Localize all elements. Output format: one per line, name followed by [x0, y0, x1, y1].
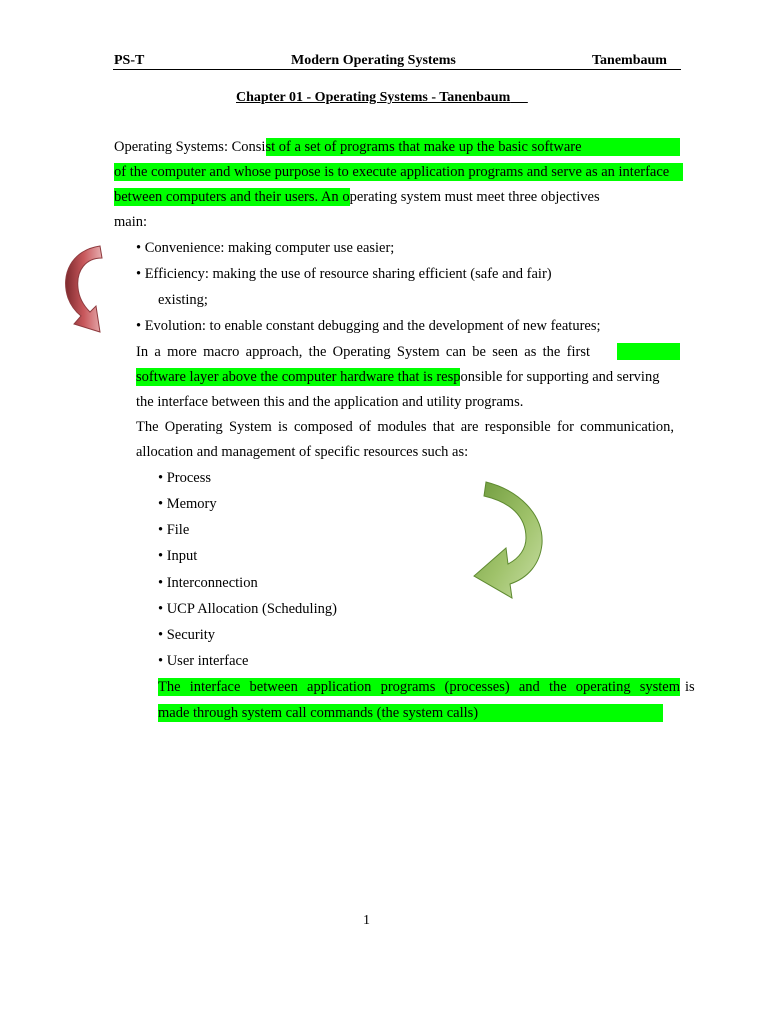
chapter-title: Chapter 01 - Operating Systems - Tanenbaum	[236, 90, 511, 105]
interface-line-2: made through system call commands (the system calls)	[158, 705, 479, 721]
list-item: • Security	[158, 627, 216, 643]
header-right: Tanembaum	[592, 53, 667, 68]
list-item: • UCP Allocation (Scheduling)	[158, 601, 337, 617]
header-rule	[113, 69, 681, 70]
objective-convenience: • Convenience: making computer use easier;	[136, 240, 395, 256]
list-item: • Process	[158, 470, 212, 486]
intro-line-3: between computers and their users. An operating system must meet three objectives	[114, 189, 600, 205]
list-item: • Input	[158, 548, 198, 564]
list-item: • User interface	[158, 653, 249, 669]
intro-line-1: Operating Systems: Consist of a set of programs that make up the basic software	[114, 139, 582, 155]
intro-line-2: of the computer and whose purpose is to execute application programs and serve as an interface	[114, 164, 670, 180]
macro-line-3: the interface between this and the application and utility programs.	[136, 394, 524, 410]
macro-line-2: software layer above the computer hardware that is responsible for supporting and serving	[136, 369, 660, 385]
curved-red-arrow-icon	[56, 240, 108, 340]
modules-line-1: The Operating System is composed of modules that are responsible for communication,	[136, 419, 674, 435]
objective-evolution: • Evolution: to enable constant debugging and the development of new features;	[136, 318, 601, 334]
interface-line-1-end: is	[685, 679, 695, 695]
objective-efficiency: • Efficiency: making the use of resource sharing efficient (safe and fair)	[136, 266, 552, 282]
header-center: Modern Operating Systems	[291, 53, 456, 68]
macro-line-1: In a more macro approach, the Operating System can be seen as the first	[136, 344, 590, 360]
list-item: • Interconnection	[158, 575, 258, 591]
objective-efficiency-cont: existing;	[158, 292, 208, 308]
modules-line-2: allocation and management of specific resources such as:	[136, 444, 469, 460]
interface-line-1: The interface between application programs (processes) and the operating system	[158, 679, 680, 695]
list-item: • Memory	[158, 496, 217, 512]
intro-line-4: main:	[114, 214, 148, 230]
curved-green-arrow-icon	[466, 476, 548, 600]
list-item: • File	[158, 522, 190, 538]
highlight-block	[617, 343, 680, 360]
page-number: 1	[363, 913, 370, 928]
header-left: PS-T	[114, 53, 145, 68]
